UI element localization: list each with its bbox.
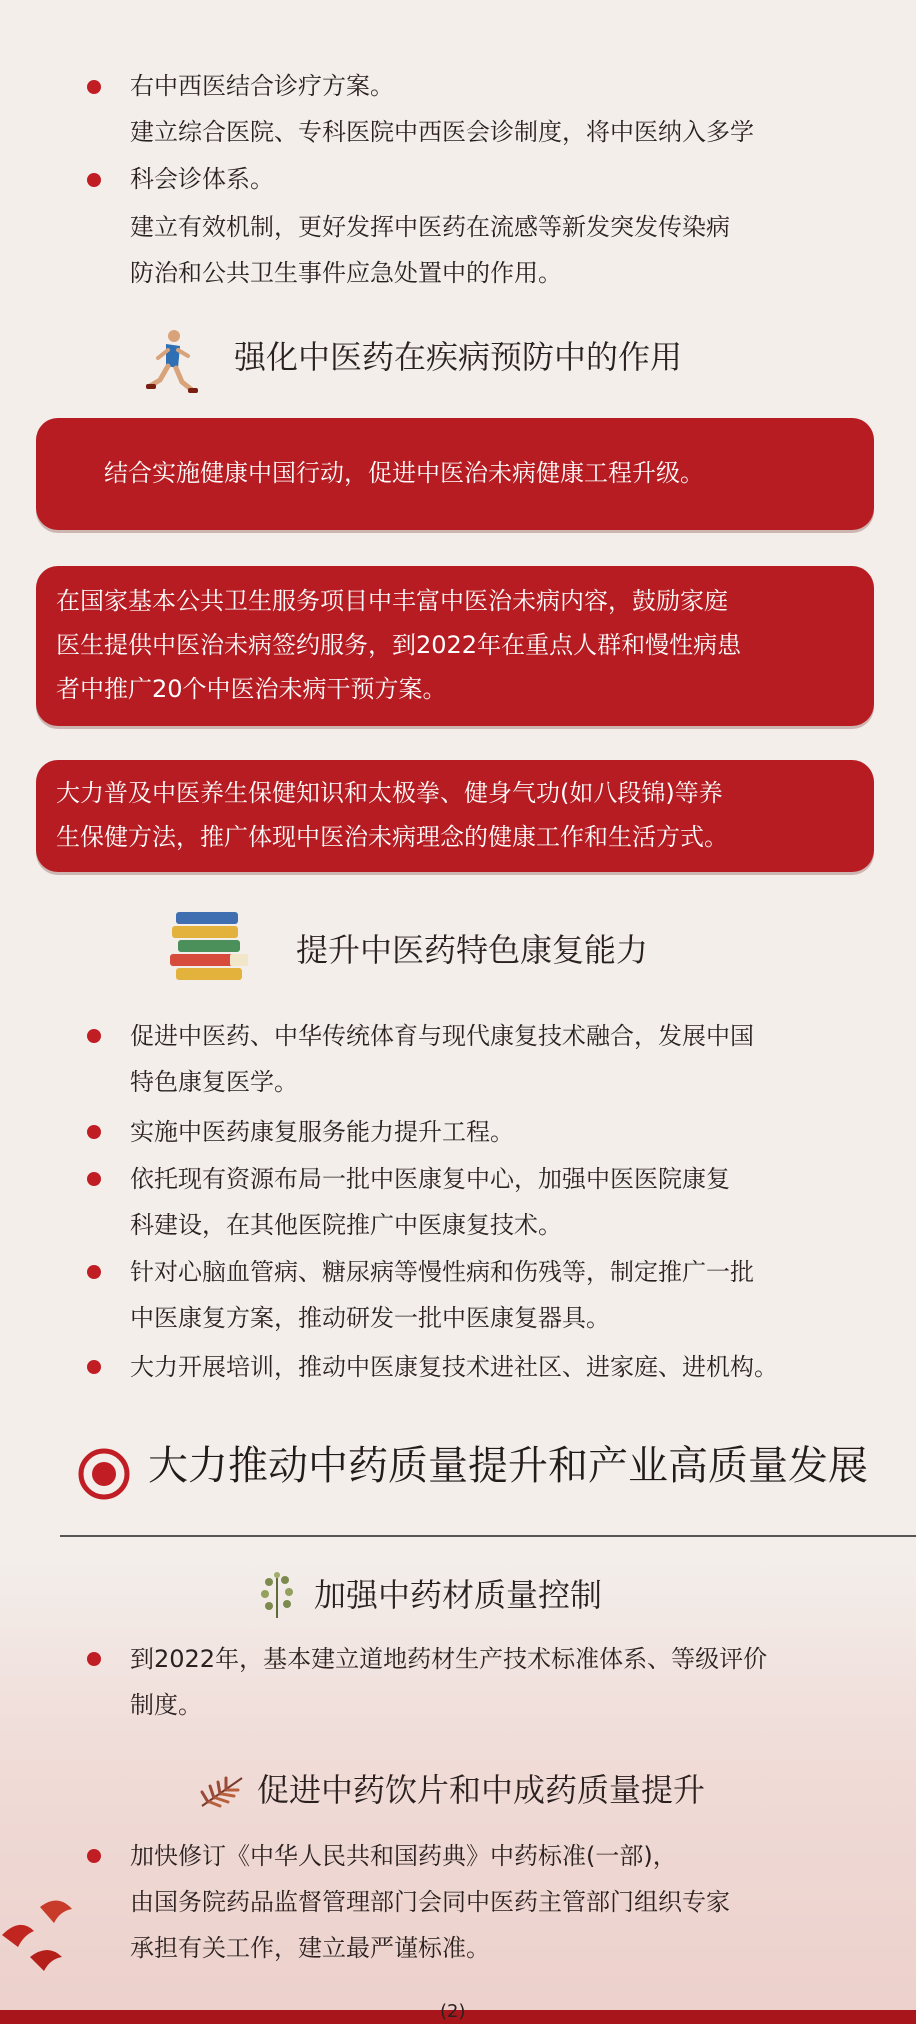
divider [60, 1535, 916, 1537]
list-item: 实施中医药康复服务能力提升工程。 [130, 1118, 514, 1146]
target-icon [78, 1448, 130, 1500]
info-card [36, 760, 874, 872]
bullet [87, 80, 101, 94]
books-icon [166, 906, 256, 990]
runner-icon [140, 328, 200, 400]
list-item: 中医康复方案，推动研发一批中医康复器具。 [130, 1304, 610, 1332]
card-line: 在国家基本公共卫生服务项目中丰富中医治未病内容，鼓励家庭 [56, 587, 728, 615]
list-item: 依托现有资源布局一批中医康复中心，加强中医医院康复 [130, 1165, 730, 1193]
main-heading: 大力推动中药质量提升和产业高质量发展 [148, 1443, 868, 1489]
section-title-prevention: 强化中医药在疾病预防中的作用 [234, 338, 683, 376]
card-line: 医生提供中医治未病签约服务，到2022年在重点人群和慢性病患 [56, 631, 742, 659]
bullet [87, 1125, 101, 1139]
card-line: 结合实施健康中国行动，促进中医治未病健康工程升级。 [104, 459, 704, 487]
list-item: 制度。 [130, 1691, 202, 1719]
section-title-materials: 加强中药材质量控制 [314, 1576, 603, 1614]
list-item: 科建设，在其他医院推广中医康复技术。 [130, 1211, 562, 1239]
list-item: 促进中医药、中华传统体育与现代康复技术融合，发展中国 [130, 1022, 754, 1050]
bullet [87, 1172, 101, 1186]
card-line: 大力普及中医养生保健知识和太极拳、健身气功(如八段锦)等养 [56, 779, 723, 807]
bullet [87, 1652, 101, 1666]
intro-line: 建立综合医院、专科医院中西医会诊制度，将中医纳入多学 [130, 118, 754, 146]
section-title-rehab: 提升中医药特色康复能力 [296, 931, 649, 969]
intro-line: 建立有效机制，更好发挥中医药在流感等新发突发传染病 [130, 213, 730, 241]
leaf-icon [198, 1772, 248, 1812]
bullet [87, 1029, 101, 1043]
bullet [87, 1265, 101, 1279]
list-item: 针对心脑血管病、糖尿病等慢性病和伤残等，制定推广一批 [130, 1258, 754, 1286]
section-title-pieces: 促进中药饮片和中成药质量提升 [257, 1771, 706, 1809]
card-line: 者中推广20个中医治未病干预方案。 [56, 675, 447, 703]
list-item: 由国务院药品监督管理部门会同中医药主管部门组织专家 [130, 1888, 730, 1916]
bullet [87, 1849, 101, 1863]
bullet [87, 1360, 101, 1374]
intro-line: 防治和公共卫生事件应急处置中的作用。 [130, 259, 562, 287]
list-item: 特色康复医学。 [130, 1068, 298, 1096]
bird-decoration-icon [0, 1895, 90, 1975]
list-item: 到2022年，基本建立道地药材生产技术标准体系、等级评价 [130, 1645, 768, 1673]
list-item: 大力开展培训，推动中医康复技术进社区、进家庭、进机构。 [130, 1353, 778, 1381]
info-card [36, 566, 874, 726]
card-line: 生保健方法，推广体现中医治未病理念的健康工作和生活方式。 [56, 823, 728, 851]
herb-icon [255, 1570, 301, 1620]
list-item: 承担有关工作，建立最严谨标准。 [130, 1934, 490, 1962]
intro-line: 科会诊体系。 [130, 165, 274, 193]
page-number: (2) [440, 2001, 466, 2022]
intro-line: 右中西医结合诊疗方案。 [130, 72, 394, 100]
list-item: 加快修订《中华人民共和国药典》中药标准(一部)， [130, 1842, 677, 1870]
info-card [36, 418, 874, 530]
bullet [87, 173, 101, 187]
